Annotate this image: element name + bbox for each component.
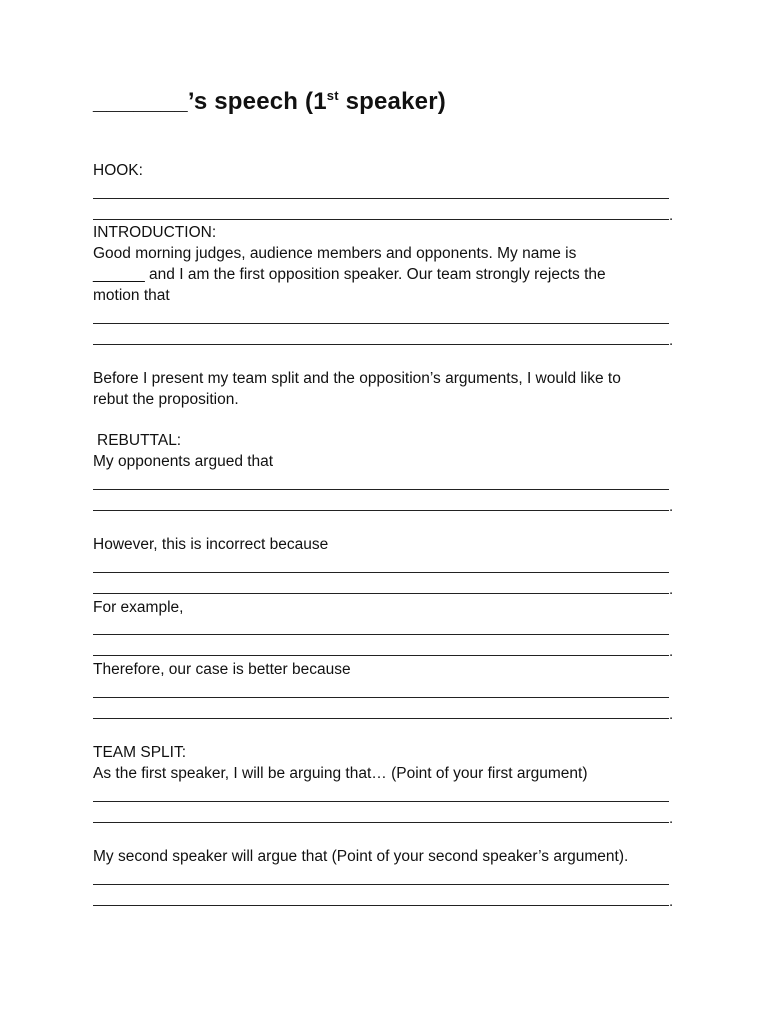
rebuttal-answer-4-line-2[interactable]: [93, 718, 669, 719]
speaker-name-blank[interactable]: ______: [93, 266, 145, 283]
first-argument-line-2[interactable]: [93, 822, 669, 823]
line-end-period: .: [669, 893, 674, 910]
rebuttal-answer-3-line-2[interactable]: [93, 655, 669, 656]
rebuttal-prompt-3: For example,: [93, 599, 184, 616]
team-split-label: TEAM SPLIT:: [93, 744, 187, 761]
rebuttal-answer-3-line-1[interactable]: [93, 634, 669, 635]
rebuttal-prompt-1: My opponents argued that: [93, 453, 274, 470]
rebut-intro-line-2: rebut the proposition.: [93, 391, 239, 408]
hook-answer-line-2[interactable]: [93, 219, 669, 220]
title-suffix: speaker): [338, 88, 446, 115]
line-end-period: .: [669, 706, 674, 723]
rebuttal-answer-4-line-1[interactable]: [93, 697, 669, 698]
introduction-line-2-text: and I am the first opposition speaker. Our team strongly rejects the: [144, 266, 606, 283]
rebuttal-answer-2-line-1[interactable]: [93, 572, 669, 573]
team-split-prompt-1: As the first speaker, I will be arguing that… (Point of your first argument): [93, 765, 588, 782]
team-split-prompt-2: My second speaker will argue that (Point of your second speaker’s argument).: [93, 848, 629, 865]
hook-answer-line-1[interactable]: [93, 198, 669, 199]
rebuttal-prompt-4: Therefore, our case is better because: [93, 661, 351, 678]
rebuttal-answer-1-line-2[interactable]: [93, 510, 669, 511]
page-title: [93, 88, 446, 116]
motion-answer-line-2[interactable]: [93, 344, 669, 345]
title-name-blank[interactable]: _______: [93, 88, 188, 115]
line-end-period: .: [669, 643, 674, 660]
line-end-period: .: [669, 810, 674, 827]
second-argument-line-2[interactable]: [93, 905, 669, 906]
line-end-period: .: [669, 207, 674, 224]
introduction-line-2: [93, 264, 606, 285]
first-argument-line-1[interactable]: [93, 801, 669, 802]
rebuttal-label: REBUTTAL:: [97, 432, 182, 449]
rebuttal-prompt-2: However, this is incorrect because: [93, 536, 329, 553]
title-main: ’s speech (1: [187, 88, 327, 115]
line-end-period: .: [669, 332, 674, 349]
introduction-label: INTRODUCTION:: [93, 224, 217, 241]
rebut-intro-line-1: Before I present my team split and the opposition’s arguments, I would like to: [93, 370, 621, 387]
title-superscript: st: [326, 88, 339, 103]
line-end-period: .: [669, 581, 674, 598]
second-argument-line-1[interactable]: [93, 884, 669, 885]
rebuttal-answer-1-line-1[interactable]: [93, 489, 669, 490]
motion-answer-line-1[interactable]: [93, 323, 669, 324]
rebuttal-answer-2-line-2[interactable]: [93, 593, 669, 594]
hook-label: HOOK:: [93, 162, 143, 179]
line-end-period: .: [669, 498, 674, 515]
introduction-line-3: motion that: [93, 287, 170, 304]
introduction-line-1: Good morning judges, audience members and opponents. My name is: [93, 245, 577, 262]
